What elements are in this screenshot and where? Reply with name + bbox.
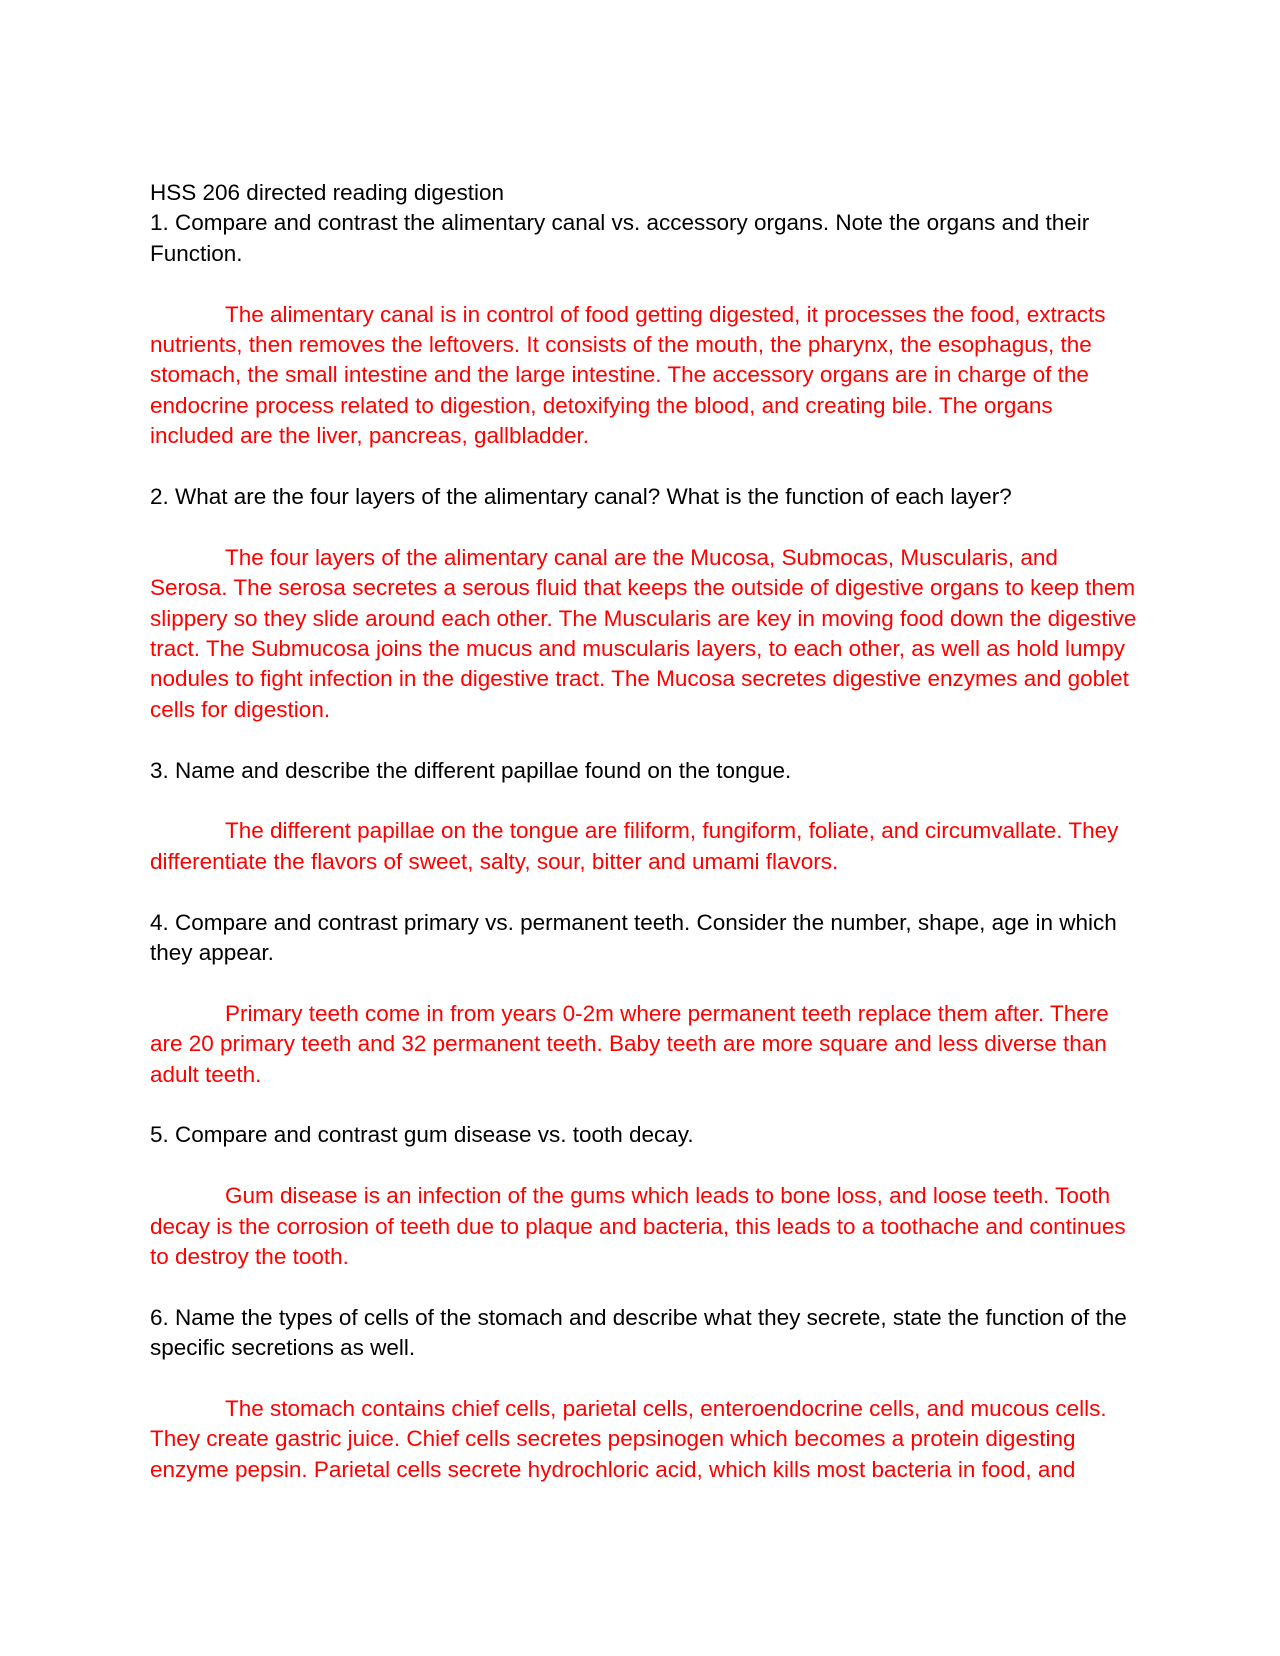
answer-6: The stomach contains chief cells, parietal cells, enteroendocrine cells, and mucous cells. They create gastric juice. Chief cells secretes pepsinogen which becomes a protein digesting enzyme pepsin. Parietal cells secrete hydrochloric acid, which kills most bacteria in food, and <box>150 1396 1107 1482</box>
spacer <box>150 725 1140 755</box>
question-2: 2. What are the four layers of the alimentary canal? What is the function of each layer? <box>150 484 1012 510</box>
spacer <box>150 1272 1140 1302</box>
spacer <box>150 877 1140 907</box>
question-3: 3. Name and describe the different papillae found on the tongue. <box>150 757 792 783</box>
spacer <box>150 512 1140 542</box>
answer-5: Gum disease is an infection of the gums which leads to bone loss, and loose teeth. Tooth decay is the corrosion of teeth due to plaque and bacteria, this leads to a toothache and continues to destroy the tooth. <box>150 1183 1126 1270</box>
document-page <box>150 178 1140 1485</box>
question-1: 1. Compare and contrast the alimentary canal vs. accessory organs. Note the organs and their Function. <box>150 210 1090 266</box>
question-4: 4. Compare and contrast primary vs. permanent teeth. Consider the number, shape, age in which they appear. <box>150 909 1117 966</box>
spacer <box>150 968 1140 998</box>
spacer <box>150 786 1140 816</box>
answer-2: The four layers of the alimentary canal are the Mucosa, Submocas, Muscularis, and Serosa. The serosa secretes a serous fluid that keeps the outside of digestive organs to keep them slippery so they slide around each other. The Muscularis are key in moving food down the digestive tract. The Submucosa joins the mucus and muscularis layers, to each other, as well as hold lumpy nodules to fight infection in the digestive tract. The Mucosa secretes digestive enzymes and goblet cells for digestion. <box>150 544 1137 722</box>
spacer <box>150 1090 1140 1120</box>
document-title: HSS 206 directed reading digestion <box>150 180 504 205</box>
answer-3: The different papillae on the tongue are filiform, fungiform, foliate, and circumvallate. They differentiate the flavors of sweet, salty, sour, bitter and umami flavors. <box>150 818 1119 874</box>
answer-1: The alimentary canal is in control of food getting digested, it processes the food, extracts nutrients, then removes the leftovers. It consists of the mouth, the pharynx, the esophagus, the stomach, the small intestine and the large intestine. The accessory organs are in charge of the endocrine process related to digestion, detoxifying the blood, and creating bile. The organs included are the liver, pancreas, gallbladder. <box>150 301 1106 449</box>
spacer <box>150 269 1140 299</box>
spacer <box>150 452 1140 482</box>
question-6: 6. Name the types of cells of the stomach and describe what they secrete, state the function of the specific secretions as well. <box>150 1304 1127 1361</box>
spacer <box>150 1151 1140 1181</box>
answer-4: Primary teeth come in from years 0-2m where permanent teeth replace them after. There are 20 primary teeth and 32 permanent teeth. Baby teeth are more square and less diverse than adult teeth. <box>150 1000 1109 1087</box>
spacer <box>150 1364 1140 1394</box>
question-5: 5. Compare and contrast gum disease vs. tooth decay. <box>150 1122 694 1148</box>
